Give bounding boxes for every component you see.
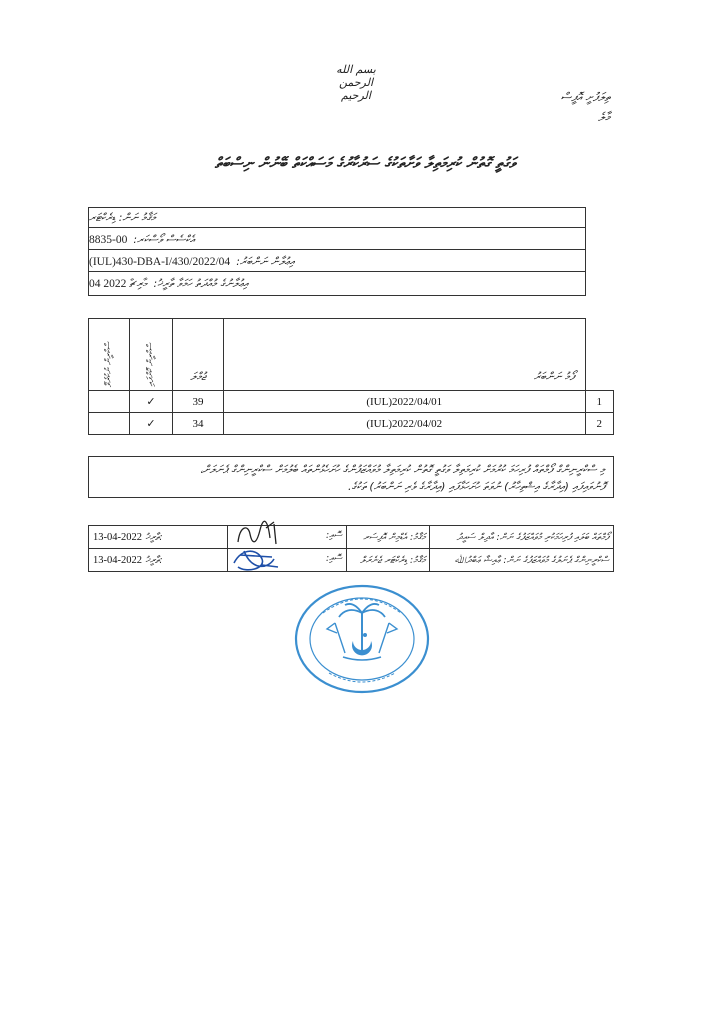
header-no-cell [585, 319, 614, 391]
signature-table [88, 525, 614, 572]
note-line-1: މި ސްކްރީނިންގް ފޯމްތައް ފުރިހަމަ ކުރުމަށް ކުރިމަތިލާ ވަގުތީ ގޮތުން ކުރިމަތިލާ މުވައްޒަފުންގެ ހުށަހެޅުންތައް ބެލުމަށް ސްކްރީނިންގް ޕެނަލަށް، [200, 463, 605, 476]
document-title: ވަގުތީ ގޮތުން ކުރިމަތިލާ ވަށާތަކުގެ ސަރުކާރުގެ މަސައްކަތް ބޭނުން ނިސްބަތް [214, 154, 516, 172]
post-label: މަޤާމު ނަން: ޑިރެކްޓަރ [89, 210, 156, 224]
announcement-value: (IUL)430-DBA-I/430/2022/04 [89, 255, 231, 268]
row1-check1: ✓ [130, 391, 173, 413]
applications-table [88, 318, 614, 435]
deadline-label: އިޢުލާނުގެ މުއްދަތު ހަމަވާ ތާރީޚު: [153, 277, 249, 290]
code-label: އެކްސެސް ވޯސްކަރ: [133, 232, 195, 246]
sig1-date-label: ތާރީޚު: [145, 532, 163, 543]
sig1-sign-label: ސޮއި: [325, 530, 342, 541]
header-form-number: ފޯމު ނަންބަރު [533, 370, 575, 383]
sig1-role: ފޯމްތައް ބަލައި ފުރިހަމަކުރި މުވައްޒަފުގެ ނަން: އާދިލް ސައީދު [430, 526, 614, 549]
deadline-value: 04 މާރިޗް 2022 [89, 277, 148, 290]
row2-check1: ✓ [130, 413, 173, 435]
code-value: 8835-00 [89, 233, 128, 246]
header-check1: ސްކްރީން ކޮށްފައި [146, 343, 156, 387]
table-header-row [89, 319, 614, 391]
row1-check2 [89, 391, 130, 413]
info-row-post [89, 208, 585, 228]
header-name-cell [224, 319, 586, 391]
header-check2-cell [89, 319, 130, 391]
signature-row [89, 549, 614, 572]
seal-emblem-icon [293, 583, 431, 695]
sig2-sign-cell [228, 549, 347, 572]
row1-no: 1 [585, 391, 614, 413]
info-row-deadline [89, 274, 585, 294]
announcement-label: އިޢުލާން ނަންބަރު: [236, 254, 295, 268]
row2-no: 2 [585, 413, 614, 435]
office-name: ތިލަފުށީ އޮފީސް [560, 90, 610, 104]
note-box [88, 456, 614, 498]
sig2-date-label: ތާރީޚު: [145, 555, 163, 566]
row2-count: 34 [173, 413, 224, 435]
info-row-announcement [89, 252, 585, 272]
bismillah-calligraphy: بسم الله الرحمن الرحيم [336, 63, 376, 102]
official-seal [293, 583, 431, 695]
signature-row [89, 526, 614, 549]
header-count-cell [173, 319, 224, 391]
table-row [89, 413, 614, 435]
row2-ref: (IUL)2022/04/02 [224, 413, 586, 435]
note-line-2: ފޮނުވައިފައި (އިދާރާގެ އިޝްތިހާރު) ނުވަތަ ހުށަހަޅާފައި (އިދާރާގެ ވެރި ނަންބަރު) ތަކުގެ. [347, 480, 605, 493]
row1-count: 39 [173, 391, 224, 413]
info-row-code [89, 230, 585, 250]
signature-2-scribble [228, 545, 288, 575]
office-city: މާލެ [598, 110, 610, 124]
header-check1-cell [130, 319, 173, 391]
header-check2: ސްކްރީން ނުކުރެވޭ [104, 341, 114, 387]
sig1-title: މަޤާމު: އެޑްމިން އޮފިސަރ [347, 526, 430, 549]
sig2-sign-label: ސޮއި: [325, 553, 342, 564]
sig1-date: 13-04-2022 [93, 532, 142, 543]
sig2-date-cell [89, 549, 228, 572]
sig1-date-cell [89, 526, 228, 549]
sig2-date: 13-04-2022 [93, 555, 142, 566]
row2-check2 [89, 413, 130, 435]
header-count: ޖުމްލަ [190, 370, 206, 383]
table-row [89, 391, 614, 413]
row1-ref: (IUL)2022/04/01 [224, 391, 586, 413]
signature-1-scribble [230, 520, 290, 548]
sig2-title: މަޤާމު: ޑިރެކްޓަރ ޖެނެރަލް [347, 549, 430, 572]
sig2-role: ސްކްރީނިންގް ޕެނަލުގެ މުވައްޒަފުގެ ނަން: ޢާއިޝާ ޢަބްދުﷲ [430, 549, 614, 572]
